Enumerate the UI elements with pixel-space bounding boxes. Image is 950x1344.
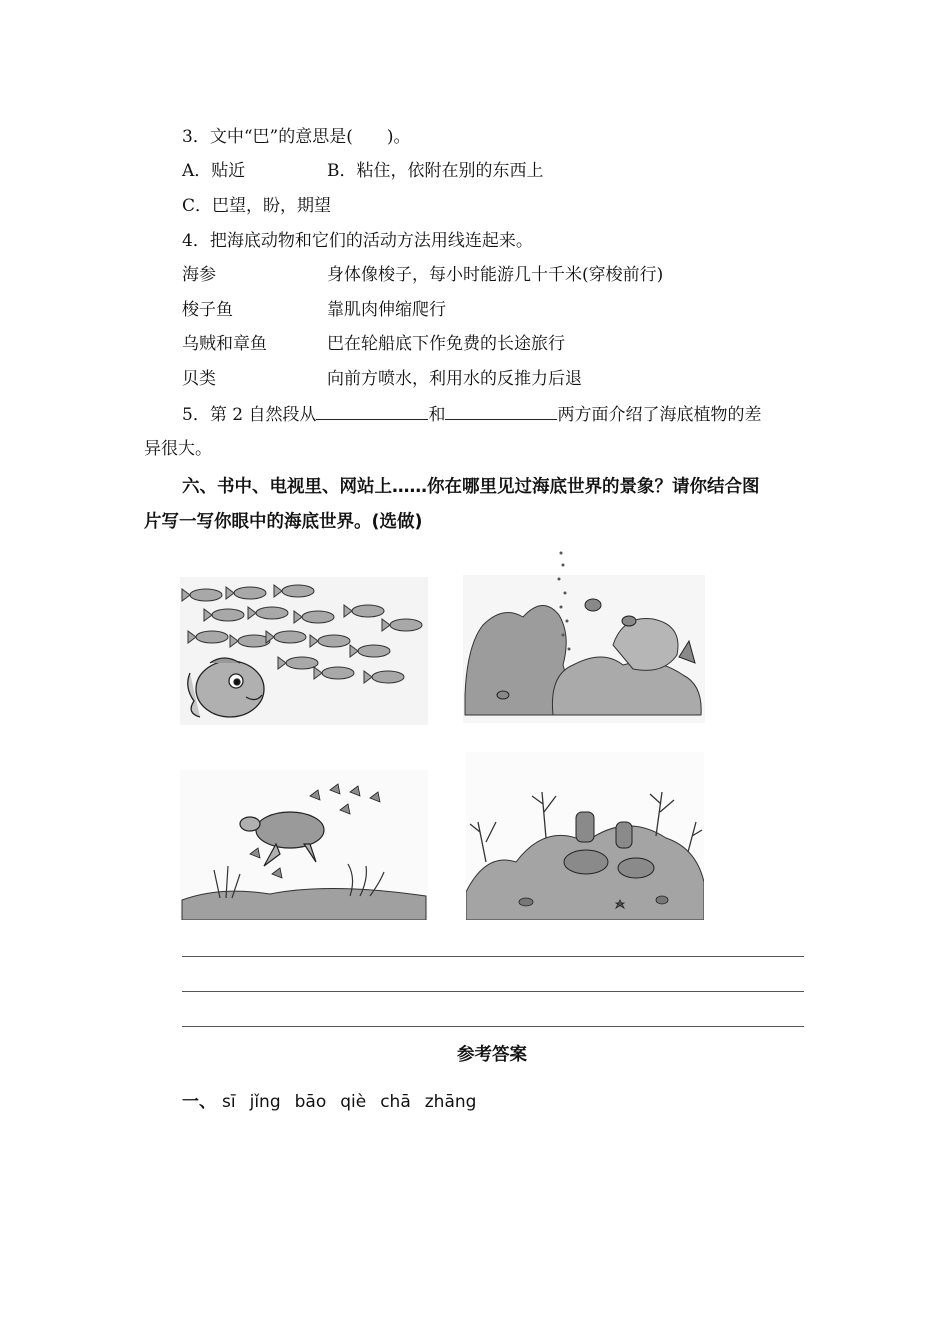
q5-part3: 两方面介绍了海底植物的差 <box>557 405 762 425</box>
pinyin-item: sī <box>222 1092 236 1112</box>
pinyin-item: jǐng <box>249 1092 281 1112</box>
q4-stem: 4．把海底动物和它们的活动方法用线连起来。 <box>182 231 533 251</box>
writing-line[interactable] <box>182 991 804 992</box>
reef-rocks-illustration <box>463 545 705 723</box>
q4-animal: 海参 <box>182 265 216 285</box>
q4-method: 靠肌肉伸缩爬行 <box>327 300 446 320</box>
q4-animal: 乌贼和章鱼 <box>182 334 267 354</box>
pinyin-item: qiè <box>340 1092 367 1112</box>
q4-method: 巴在轮船底下作免费的长途旅行 <box>327 334 565 354</box>
q3-stem: 3．文中“巴”的意思是( )。 <box>182 127 411 147</box>
section6-line2: 片写一写你眼中的海底世界。(选做) <box>144 512 423 532</box>
writing-line[interactable] <box>182 1026 804 1027</box>
fish-school-illustration <box>180 577 428 725</box>
coral-reef-illustration <box>466 752 704 920</box>
q4-animal: 贝类 <box>182 369 216 389</box>
q5-part1: 5．第 2 自然段从 <box>182 405 317 425</box>
pinyin-item: bāo <box>294 1092 327 1112</box>
q3-option-c: C．巴望，盼，期望 <box>182 196 332 216</box>
q5-blank-2[interactable] <box>445 403 557 420</box>
q4-method: 身体像梭子，每小时能游几十千米(穿梭前行) <box>327 265 664 285</box>
q4-animal: 梭子鱼 <box>182 300 233 320</box>
sea-turtle-illustration <box>180 770 428 920</box>
section6-line1: 六、书中、电视里、网站上……你在哪里见过海底世界的景象？请你结合图 <box>182 477 760 497</box>
pinyin-item: zhāng <box>424 1092 477 1112</box>
q5-blank-1[interactable] <box>316 403 428 420</box>
writing-line[interactable] <box>182 956 804 957</box>
q5-line <box>182 403 761 426</box>
q4-method: 向前方喷水，利用水的反推力后退 <box>327 369 582 389</box>
q3-option-b: B．粘住，依附在别的东西上 <box>327 161 544 181</box>
q3-option-a: A．贴近 <box>182 161 246 181</box>
answers-pinyin-row <box>182 1091 490 1113</box>
answers-title: 参考答案 <box>457 1045 527 1065</box>
pinyin-item: chā <box>380 1092 411 1112</box>
q5-continuation: 异很大。 <box>144 439 212 459</box>
answers-label: 一、 <box>182 1092 216 1112</box>
q5-part2: 和 <box>428 405 446 425</box>
